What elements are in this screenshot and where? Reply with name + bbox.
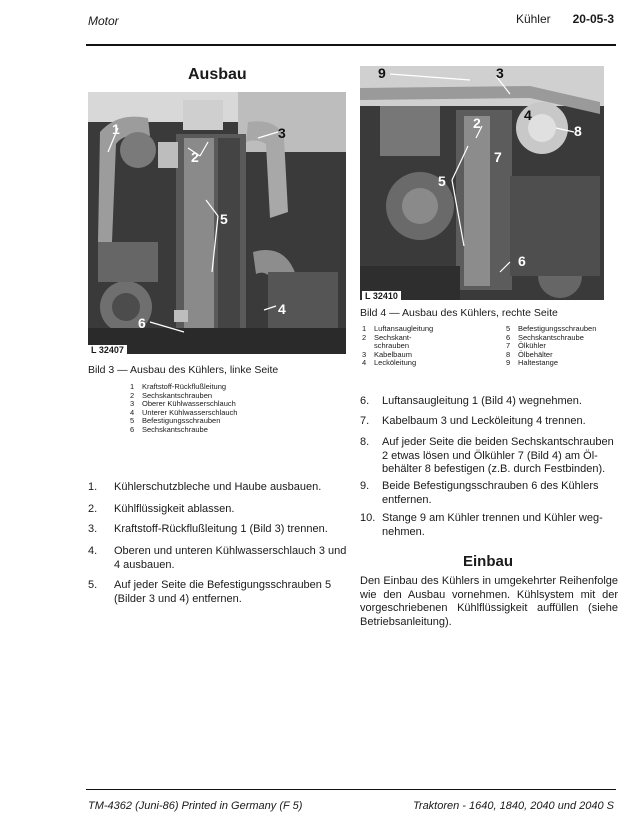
legend-item: 8 Ölbehälter [506, 349, 553, 359]
fig4-callout-3: 3 [496, 66, 504, 81]
figure4-photo [360, 66, 604, 300]
legend-item: 6 Sechskantschraube [506, 332, 584, 342]
legend-item: 2 Sechskantschrauben [130, 390, 213, 400]
legend-item: 2 Sechskant- [362, 332, 412, 342]
fig3-callout-6: 6 [138, 315, 146, 331]
fig4-callout-8: 8 [574, 123, 582, 139]
fig4-callout-6: 6 [518, 253, 526, 269]
legend-item: 6 Sechskantschraube [130, 424, 208, 434]
figure3-id: L 32407 [88, 345, 127, 355]
legend-item: 3 Oberer Kühlwasserschlauch [130, 399, 236, 409]
footer-right: Traktoren - 1640, 1840, 2040 und 2040 S [413, 800, 614, 812]
legend-item: 1 Kraftstoff-Rückflußleitung [130, 382, 227, 391]
legend-item: 4 Unterer Kühlwasserschlauch [130, 407, 238, 417]
legend-item: 4 Lecköleitung [362, 358, 417, 368]
fig3-callout-5: 5 [220, 211, 228, 227]
header-chapter: Motor [88, 14, 119, 28]
figure3-caption: Bild 3 — Ausbau des Kühlers, linke Seite [88, 364, 279, 376]
footer-left: TM-4362 (Juni-86) Printed in Germany (F 5) [88, 800, 303, 812]
fig3-callout-1: 1 [112, 121, 120, 137]
figure4-id: L 32410 [362, 291, 401, 301]
heading-ausbau: Ausbau [188, 66, 247, 83]
figure3-legend [130, 383, 237, 435]
header-section: 20-05-3 [572, 12, 614, 26]
legend-item: 3 Kabelbaum [362, 349, 412, 359]
fig4-callout-9: 9 [378, 66, 386, 81]
figure4-legend-right [506, 325, 596, 368]
heading-einbau: Einbau [463, 553, 514, 570]
einbau-paragraph: Den Einbau des Kühlers in umgekehrter Reihenfolge wie den Ausbau vornehmen. Kühlsystem mit der vorgeschriebenen Kühlflüssigkeit auffüllen (siehe Betriebsanleitung). [360, 575, 618, 628]
fig3-callout-4: 4 [278, 301, 286, 317]
fig3-callout-2: 2 [191, 149, 199, 165]
legend-item: 1 Luftansaugleitung [362, 324, 434, 333]
legend-item: schrauben [374, 341, 410, 351]
figure4-legend-left [362, 325, 433, 368]
header-title-block [516, 12, 614, 26]
legend-item: 7 Ölkühler [506, 341, 546, 351]
header-title: Kühler [515, 12, 551, 26]
figure3-photo [88, 92, 346, 354]
header-rule [86, 44, 616, 46]
fig4-callout-5: 5 [438, 173, 446, 189]
fig4-callout-2: 2 [473, 115, 481, 131]
figure4-caption: Bild 4 — Ausbau des Kühlers, rechte Seite [360, 307, 558, 319]
fig4-callout-4: 4 [524, 107, 532, 123]
legend-item: 5 Befestigungsschrauben [506, 324, 597, 333]
legend-item: 5 Befestigungsschrauben [130, 416, 221, 426]
legend-item: 9 Haltestange [506, 358, 559, 368]
fig3-callout-3: 3 [278, 125, 286, 141]
fig4-callout-7: 7 [494, 149, 502, 165]
footer-rule [86, 789, 616, 790]
